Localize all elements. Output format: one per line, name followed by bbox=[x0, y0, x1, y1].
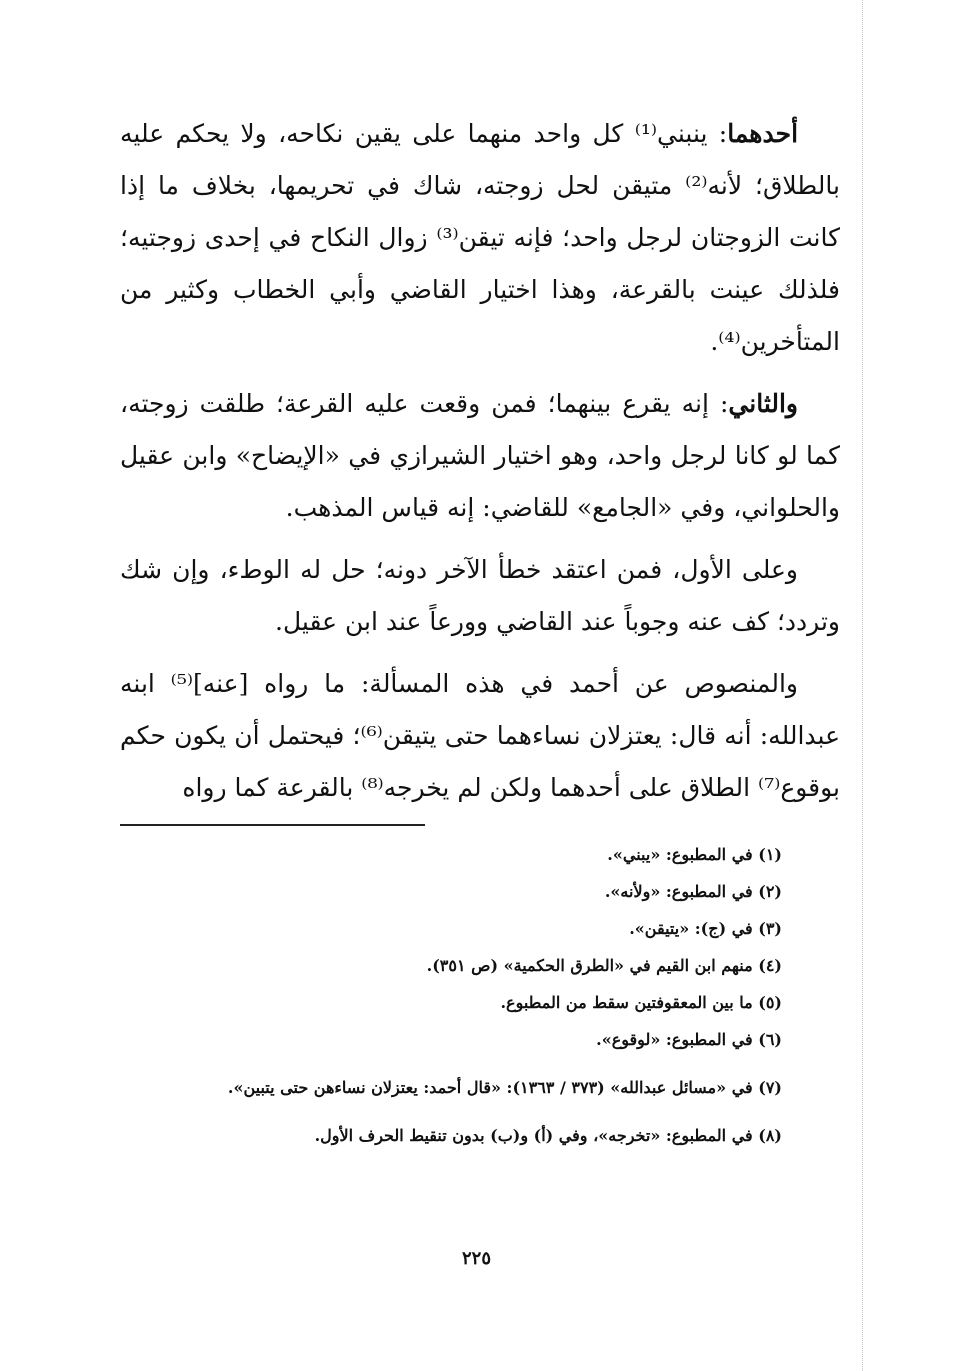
paragraph-2-lead: والثاني bbox=[728, 389, 798, 418]
footnote-4: (٤) منهم ابن القيم في «الطرق الحكمية» (ص ٣٥١). bbox=[426, 956, 782, 975]
paragraph-1-text: : ينبني⁽¹⁾ كل واحد منهما على يقين نكاحه، ولا يحكم عليه بالطلاق؛ لأنه⁽²⁾ متيقن لحل زوجته، شاك في تحريمها، بخلاف ما إذا كانت الزوجتان لرجل واحد؛ فإنه تيقن⁽³⁾ زوال النكاح في إحدى زوجتيه؛ فلذلك عينت بالقرعة، وهذا اختيار القاضي وأبي الخطاب وكثير من المتأخرين⁽⁴⁾. bbox=[120, 119, 840, 356]
footnote-2: (٢) في المطبوع: «ولأنه». bbox=[604, 882, 782, 901]
footnote-8: (٨) في المطبوع: «تخرجه»، وفي (أ) و(ب) بدون تنقيط الحرف الأول. bbox=[314, 1126, 782, 1145]
margin-guide bbox=[862, 0, 863, 1371]
paragraph-1 bbox=[120, 108, 840, 368]
footnote-5: (٥) ما بين المعقوفتين سقط من المطبوع. bbox=[500, 993, 782, 1012]
page-content bbox=[120, 108, 840, 1156]
footnote-6: (٦) في المطبوع: «لوقوع». bbox=[596, 1030, 782, 1049]
paragraph-2 bbox=[120, 378, 840, 534]
footnote-7: (٧) في «مسائل عبدالله» (٣٧٣ / ١٣٦٣): «قال أحمد: يعتزلان نساءهن حتى يتبين». bbox=[227, 1078, 782, 1097]
footnote-divider bbox=[120, 824, 425, 826]
footnotes bbox=[120, 838, 840, 1153]
footnote-3: (٣) في (ج): «يتيقن». bbox=[629, 919, 782, 938]
paragraph-2-text: : إنه يقرع بينهما؛ فمن وقعت عليه القرعة؛ طلقت زوجته، كما لو كانا لرجل واحد، وهو اختيار الشيرازي في «الإيضاح» وابن عقيل والحلواني، وفي «الجامع» للقاضي: إنه قياس المذهب. bbox=[120, 389, 840, 522]
page-number: ٢٢٥ bbox=[461, 1248, 491, 1269]
footnote-1: (١) في المطبوع: «يبني». bbox=[607, 845, 782, 864]
main-text bbox=[120, 108, 840, 814]
paragraph-3: وعلى الأول، فمن اعتقد خطأ الآخر دونه؛ حل له الوطء، وإن شك وتردد؛ كف عنه وجوباً عند القاضي وورعاً عند ابن عقيل. bbox=[120, 555, 840, 636]
paragraph-1-lead: أحدهما bbox=[727, 119, 799, 148]
paragraph-4: والمنصوص عن أحمد في هذه المسألة: ما رواه [عنه]⁽⁵⁾ ابنه عبدالله: أنه قال: يعتزلان نساءهما حتى يتيقن⁽⁶⁾؛ فيحتمل أن يكون حكم بوقوع⁽⁷⁾ الطلاق على أحدهما ولكن لم يخرجه⁽⁸⁾ بالقرعة كما رواه bbox=[120, 669, 841, 802]
